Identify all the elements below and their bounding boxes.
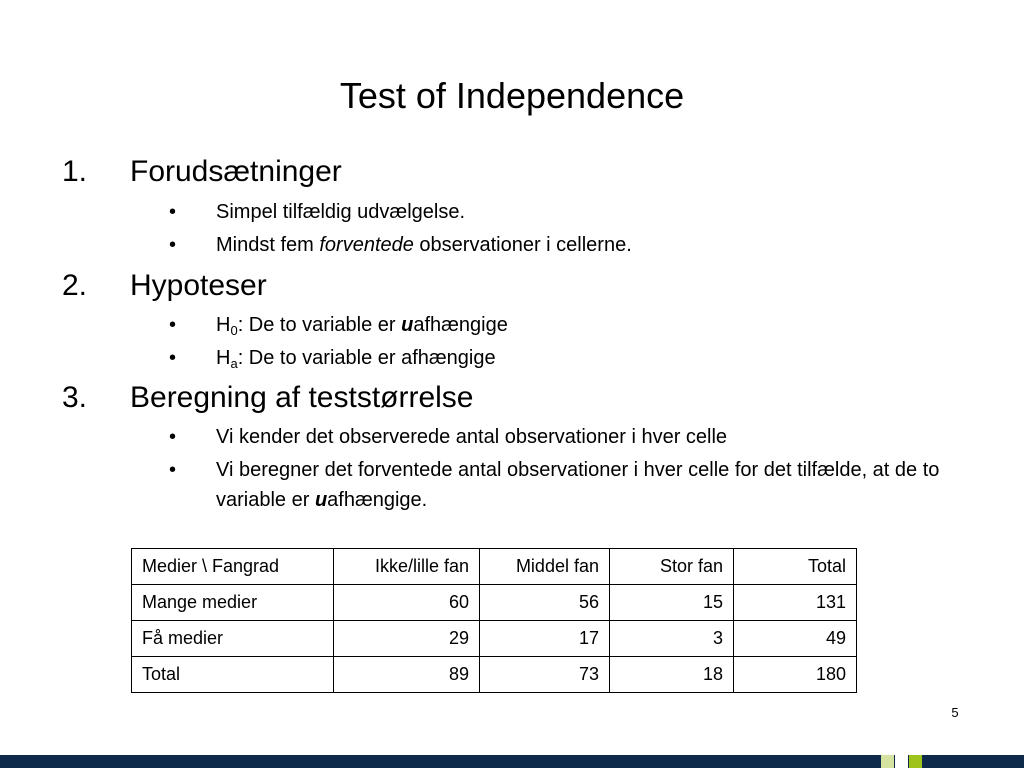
section-number: 3. [62, 381, 88, 414]
table-cell: 15 [610, 585, 734, 621]
bullet-icon: • [169, 234, 177, 256]
section-heading-text: Hypoteser [130, 269, 267, 302]
bullet-icon: • [169, 347, 177, 369]
footer-accent-square [881, 755, 894, 768]
table-cell: 89 [334, 657, 480, 693]
table-header-cell: Medier \ Fangrad [132, 549, 334, 585]
table-row-label: Total [132, 657, 334, 693]
bullet-text: Simpel tilfældig udvælgelse. [216, 201, 466, 223]
table-row [132, 657, 857, 693]
hypothesis-alternative: $H_a$: De to variable er afhængige [216, 347, 496, 371]
table-cell: 3 [610, 621, 734, 657]
table-cell: 73 [480, 657, 610, 693]
bullet-icon: • [169, 201, 177, 223]
section-number: 2. [62, 269, 88, 302]
bullet-text: Vi beregner det forventede antal observationer i hver celle for det tilfælde, at de to variable er uafhængige. [216, 459, 940, 511]
table-row-label: Få medier [132, 621, 334, 657]
contingency-table [131, 548, 857, 693]
section-heading-text: Forudsætninger [130, 155, 342, 188]
table-header-row [132, 549, 857, 585]
page-number: 5 [951, 705, 959, 720]
section-number: 1. [62, 155, 88, 188]
section-heading-1 [62, 154, 342, 190]
table-cell: 60 [334, 585, 480, 621]
hypothesis-null: $H_0$: De to variable er uafhængige [216, 314, 508, 338]
table-cell: 131 [734, 585, 857, 621]
bullet-text: Vi kender det observerede antal observationer i hver celle [216, 426, 728, 448]
footer-accent-square [895, 755, 908, 768]
italic-emphasis: forventede [319, 234, 414, 256]
footer-bar [0, 755, 1024, 768]
table-header-cell: Ikke/lille fan [334, 549, 480, 585]
table-header-cell: Total [734, 549, 857, 585]
table-cell: 17 [480, 621, 610, 657]
table-cell: 180 [734, 657, 857, 693]
emphasis-u: u [401, 314, 414, 336]
table-cell: 29 [334, 621, 480, 657]
bullet-icon: • [169, 459, 177, 481]
section-heading-3 [62, 380, 474, 416]
table-row-label: Mange medier [132, 585, 334, 621]
table-cell: 56 [480, 585, 610, 621]
section-heading-text: Beregning af teststørrelse [130, 381, 474, 414]
bullet-text: Mindst fem forventede observationer i cellerne. [216, 234, 632, 256]
slide-title: Test of Independence [339, 75, 685, 116]
table-row [132, 585, 857, 621]
table-cell: 18 [610, 657, 734, 693]
table-header-cell: Stor fan [610, 549, 734, 585]
footer-accent-square [909, 755, 922, 768]
emphasis-u: u [314, 489, 328, 511]
bullet-icon: • [169, 314, 177, 336]
section-heading-2 [62, 268, 267, 304]
table-cell: 49 [734, 621, 857, 657]
table-header-cell: Middel fan [480, 549, 610, 585]
bullet-icon: • [169, 426, 177, 448]
table-row [132, 621, 857, 657]
